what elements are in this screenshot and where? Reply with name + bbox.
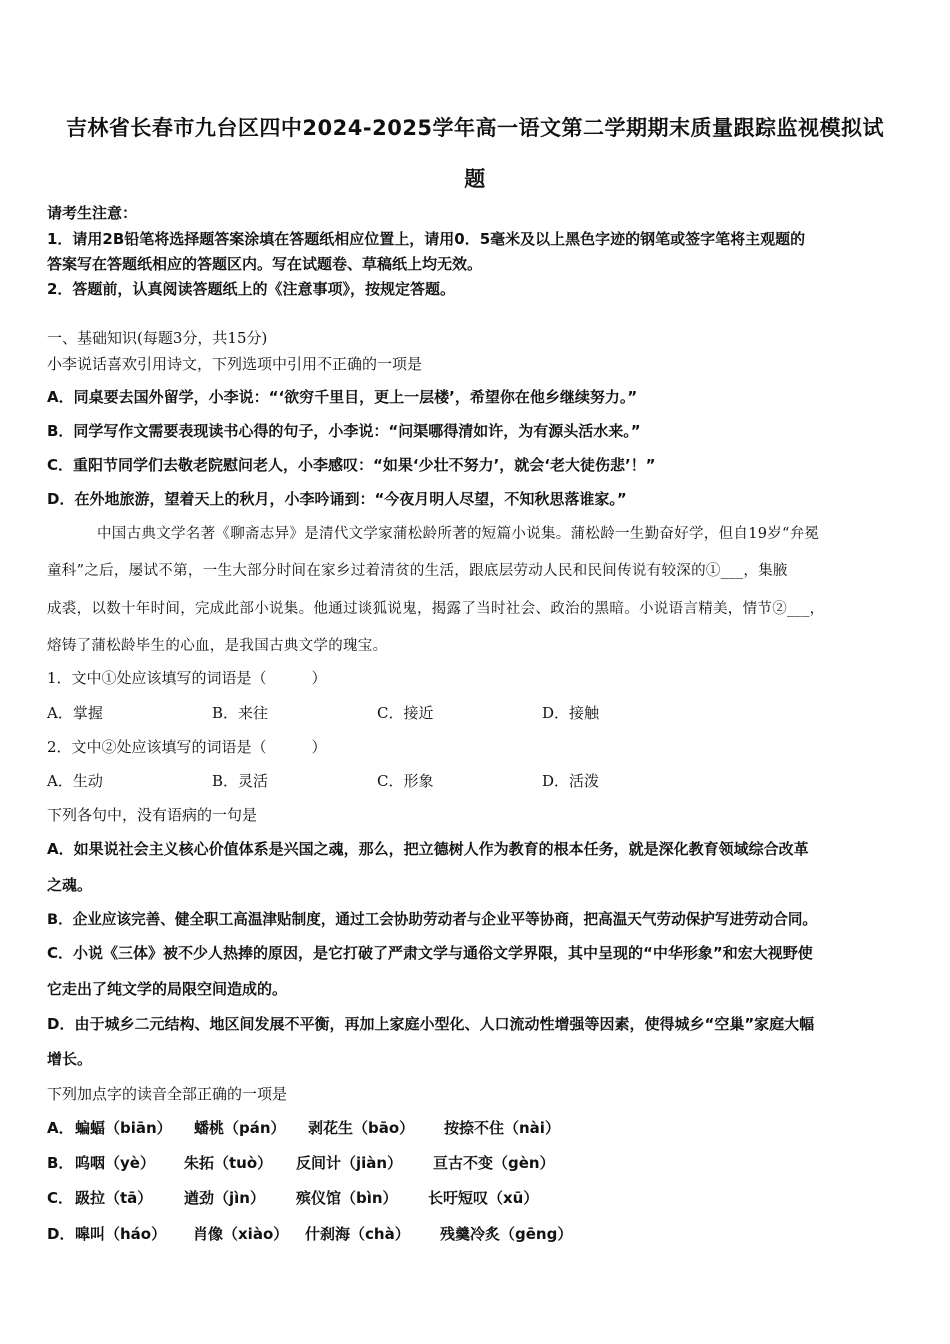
question-4-row-b-item-2: 朱拓（tuò）	[184, 1154, 273, 1172]
question-1-option-a: A．同桌要去国外留学，小李说：“‘欲穷千里目，更上一层楼’，希望你在他乡继续努力。”	[47, 388, 638, 406]
question-4-stem: 下列加点字的读音全部正确的一项是	[47, 1085, 288, 1103]
subquestion-1-option-d: D．接触	[542, 704, 600, 722]
question-3-option-d-line-1: D．由于城乡二元结构、地区间发展不平衡，再加上家庭小型化、人口流动性增强等因素，使得城乡“空巢”家庭大幅	[47, 1015, 815, 1033]
subquestion-1-option-b: B．来往	[212, 704, 269, 722]
question-3-option-a-line-2: 之魂。	[47, 876, 93, 894]
passage-line-1: 中国古典文学名著《聊斋志异》是清代文学家蒲松龄所著的短篇小说集。蒲松龄一生勤奋好学，但自19岁“弁冕	[97, 526, 820, 542]
question-4-row-a-label: A．	[47, 1119, 74, 1137]
notice-item-1-line-1: 1．请用2B铅笔将选择题答案涂填在答题纸相应位置上，请用0．5毫米及以上黑色字迹的钢笔或签字笔将主观题的	[47, 230, 806, 248]
passage-line-3: 成裘，以数十年时间，完成此部小说集。他通过谈狐说鬼，揭露了当时社会、政治的黑暗。小说语言精美，情节②___，	[47, 601, 825, 617]
question-3-option-b: B．企业应该完善、健全职工高温津贴制度，通过工会协助劳动者与企业平等协商，把高温天气劳动保护写进劳动合同。	[47, 911, 818, 928]
subquestion-1-option-c: C．接近	[377, 704, 434, 722]
passage-line-2: 童科”之后，屡试不第，一生大部分时间在家乡过着清贫的生活，跟底层劳动人民和民间传说有较深的①___，集腋	[47, 563, 788, 579]
question-4-row-d-item-1: 嗥叫（háo）	[75, 1225, 167, 1243]
question-4-row-b-item-3: 反间计（jiàn）	[296, 1154, 403, 1172]
notice-item-2: 2．答题前，认真阅读答题纸上的《注意事项》，按规定答题。	[47, 280, 455, 298]
question-1-stem: 小李说话喜欢引用诗文，下列选项中引用不正确的一项是	[47, 355, 423, 373]
subquestion-2-option-c: C．形象	[377, 772, 434, 790]
question-4-row-d-item-4: 残羹冷炙（gēng）	[440, 1225, 573, 1243]
question-3-option-c-line-1: C．小说《三体》被不少人热捧的原因，是它打破了严肃文学与通俗文学界限，其中呈现的“中华形象”和宏大视野使	[47, 944, 813, 962]
question-4-row-d-item-3: 什刹海（chà）	[305, 1225, 410, 1243]
question-3-option-a-line-1: A．如果说社会主义核心价值体系是兴国之魂，那么，把立德树人作为教育的根本任务，就是深化教育领域综合改革	[47, 840, 809, 858]
passage-line-4: 熔铸了蒲松龄毕生的心血，是我国古典文学的瑰宝。	[47, 638, 388, 654]
question-3-stem: 下列各句中，没有语病的一句是	[47, 806, 258, 824]
question-4-row-a-item-1: 蝙蝠（biān）	[75, 1119, 172, 1137]
question-1-option-d: D．在外地旅游，望着天上的秋月，小李吟诵到：“今夜月明人尽望，不知秋思落谁家。”	[47, 490, 627, 508]
subquestion-1-stem: 1．文中①处应该填写的词语是（ ）	[47, 669, 327, 687]
question-4-row-a-item-4: 按捺不住（nài）	[444, 1119, 560, 1137]
subquestion-2-option-b: B．灵活	[212, 772, 269, 790]
subquestion-1-option-a: A．掌握	[47, 704, 103, 722]
question-3-option-d-line-2: 增长。	[47, 1050, 93, 1068]
question-4-row-a-item-2: 蟠桃（pán）	[194, 1119, 286, 1137]
exam-title-line1: 吉林省长春市九台区四中2024-2025学年高一语文第二学期期末质量跟踪监视模拟试	[65, 116, 885, 140]
question-4-row-b-item-1: 呜咽（yè）	[75, 1154, 155, 1172]
question-4-row-d-label: D．	[47, 1225, 75, 1243]
question-4-row-c-item-2: 遒劲（jìn）	[184, 1189, 265, 1207]
question-3-option-c-line-2: 它走出了纯文学的局限空间造成的。	[47, 980, 288, 998]
question-4-row-a-item-3: 剥花生（bāo）	[308, 1119, 415, 1137]
notice-item-1-line-2: 答案写在答题纸相应的答题区内。写在试题卷、草稿纸上均无效。	[47, 255, 483, 273]
notice-heading: 请考生注意：	[47, 204, 138, 222]
question-4-row-c-label: C．	[47, 1189, 74, 1207]
question-1-option-c: C．重阳节同学们去敬老院慰问老人，小李感叹：“如果‘少壮不努力’，就会‘老大徒伤悲’！”	[47, 456, 656, 474]
question-1-option-b: B．同学写作文需要表现读书心得的句子，小李说：“问渠哪得清如许，为有源头活水来。”	[47, 422, 641, 440]
question-4-row-c-item-3: 殡仪馆（bìn）	[296, 1189, 398, 1207]
section-heading: 一、基础知识(每题3分，共15分)	[47, 329, 268, 347]
question-4-row-c-item-4: 长吁短叹（xū）	[428, 1189, 539, 1207]
subquestion-2-stem: 2．文中②处应该填写的词语是（ ）	[47, 738, 327, 756]
subquestion-2-option-d: D．活泼	[542, 772, 600, 790]
subquestion-2-option-a: A．生动	[47, 772, 103, 790]
question-4-row-b-item-4: 亘古不变（gèn）	[433, 1154, 555, 1172]
question-4-row-b-label: B．	[47, 1154, 74, 1172]
exam-title-line2: 题	[464, 167, 486, 191]
question-4-row-d-item-2: 肖像（xiào）	[193, 1225, 289, 1243]
question-4-row-c-item-1: 趿拉（tā）	[75, 1189, 153, 1207]
